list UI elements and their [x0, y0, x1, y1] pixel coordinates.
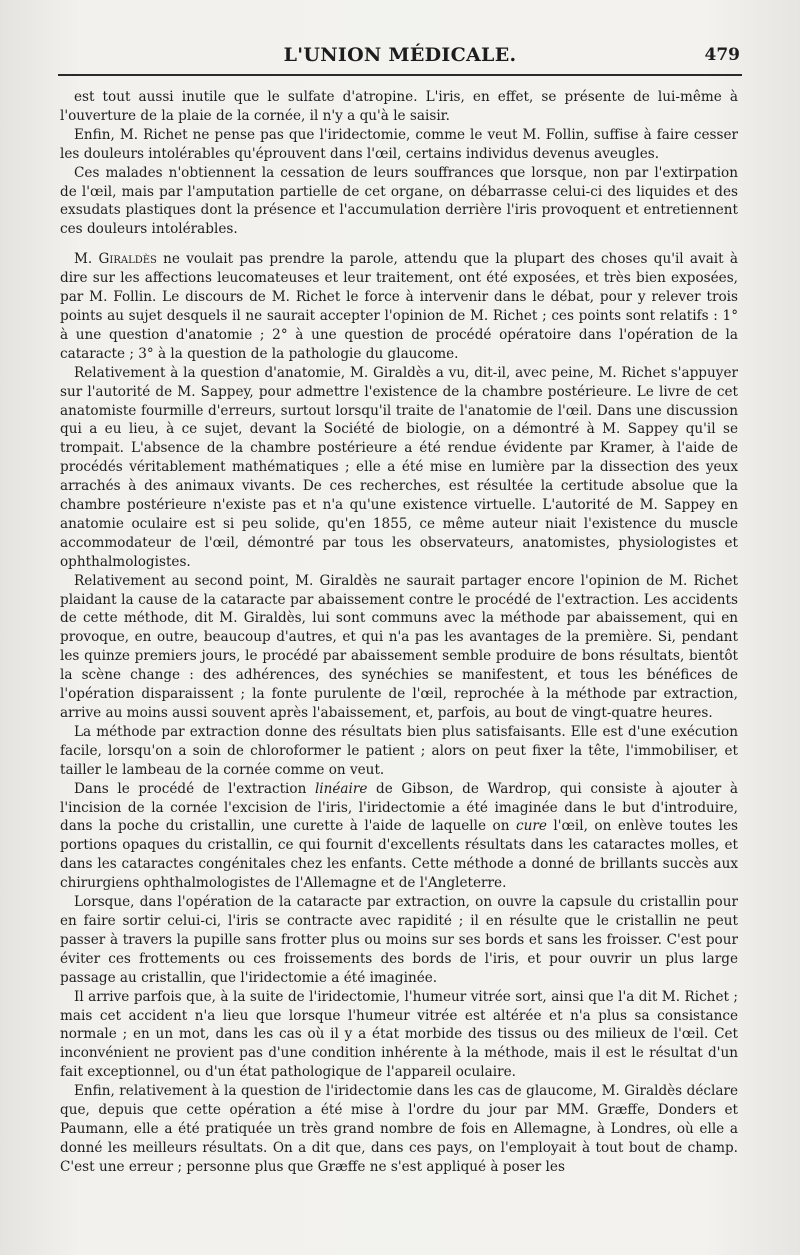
paragraph-4-text: ne voulait pas prendre la parole, attendu que la plupart des choses qu'il avait à dire sur les affections leucomateuses et leur traitement, ont été exposées, et très bien exposées, par M. Follin. Le discours de M. Richet le force à intervenir dans le débat, pour y relever trois points au sujet desquels il ne saurait accepter l'opinion de M. Richet ; ces points sont relatifs : 1° à une question d'anatomie ; 2° à une question de procédé opératoire dans l'opération de la cataracte ; 3° à la question de la pathologie du glaucome.: [60, 251, 738, 362]
paragraph-1: est tout aussi inutile que le sulfate d'atropine. L'iris, en effet, se présente de lui-même à l'ouverture de la plaie de la cornée, il n'y a qu'à le saisir.: [60, 89, 738, 124]
paragraph-10: Il arrive parfois que, à la suite de l'iridectomie, l'humeur vitrée sort, ainsi que l'a dit M. Richet ; mais cet accident n'a lieu que lorsque l'humeur vitrée est altérée et n'a plus sa consistance normale ; en un mot, dans les cas où il y a état morbide des tissus ou des milieux de l'œil. Cet inconvénient ne provient pas d'une condition inhérente à la méthode, mais il est le résultat d'un fait exceptionnel, ou d'un état pathologique de l'appareil oculaire.: [60, 988, 738, 1081]
paragraph-8-part-2: de Gibson, de Wardrop, qui consiste à ajouter à l'incision de la cornée l'excision de l'iris, l'iridectomie a été imaginée dans le but d'introduire, dans la poche du cristallin, une curette à l'aide de laquelle on: [60, 780, 738, 835]
paragraph-8-part-1: Dans le procédé de l'extraction: [74, 780, 315, 797]
paragraph-5: Relativement à la question d'anatomie, M. Giraldès a vu, dit-il, avec peine, M. Richet s'appuyer sur l'autorité de M. Sappey, pour admettre l'existence de la chambre postérieure. Le livre de cet anatomiste fourmille d'erreurs, surtout lorsqu'il traite de l'anatomie de l'œil. Dans une discussion qui a eu lieu, à ce sujet, devant la Société de biologie, on a démontré à M. Sappey qu'il se trompait. L'absence de la chambre postérieure a été rendue évidente par Kramer, à l'aide de procédés véritablement mathématiques ; elle a été mise en lumière par la dissection des yeux arrachés à des animaux vivants. De ces recherches, est résultée la certitude absolue que la chambre postérieure n'existe pas et n'a qu'une existence virtuelle. L'autorité de M. Sappey en anatomie oculaire est si peu solide, qu'en 1855, ce même auteur niait l'existence du muscle accommodateur de l'œil, démontré par tous les observateurs, anatomistes, physiologistes et ophthalmologistes.: [60, 364, 738, 570]
paragraph-4: [60, 250, 738, 363]
page-header: [60, 38, 740, 68]
paragraph-11: Enfin, relativement à la question de l'iridectomie dans les cas de glaucome, M. Giraldès déclare que, depuis que cette opération a été mise à l'ordre du jour par MM. Græffe, Donders et Paumann, elle a été pratiquée un très grand nombre de fois en Allemagne, à Londres, où elle a donné les meilleurs résultats. On a dit que, dans ces pays, on l'employait à tout bout de champ. C'est une erreur ; personne plus que Græffe ne s'est appliqué à poser les: [60, 1083, 738, 1175]
paragraph-9: Lorsque, dans l'opération de la cataracte par extraction, on ouvre la capsule du cristallin pour en faire sortir celui-ci, l'iris se contracte avec rapidité ; il en résulte que le cristallin ne peut passer à travers la pupille sans frotter plus ou moins sur ses bords et sans les froisser. C'est pour éviter ces frottements ou ces froissements des bords de l'iris, et pour ouvrir un plus large passage au cristallin, que l'iridectomie a été imaginée.: [60, 894, 738, 986]
paragraph-3: Ces malades n'obtiennent la cessation de leurs souffrances que lorsque, non par l'extirpation de l'œil, mais par l'amputation partielle de cet organe, on débarrasse celui-ci des liquides et des exsudats plastiques dont la présence et l'accumulation derrière l'iris provoquent et entretiennent ces douleurs intolérables.: [60, 164, 738, 238]
speaker-name: M. Giraldès: [74, 251, 157, 268]
paragraph-6: Relativement au second point, M. Giraldès ne saurait partager encore l'opinion de M. Richet plaidant la cause de la cataracte par abaissement contre le procédé de l'extraction. Les accidents de cette méthode, dit M. Giraldès, lui sont communs avec la méthode par abaissement, qui en provoque, en outre, beaucoup d'autres, et qui n'a pas les avantages de la première. Si, pendant les quinze premiers jours, le procédé par abaissement semble produire de bons résultats, bientôt la scène change : des adhérences, des synéchies se manifestent, et tous les bénéfices de l'opération disparaissent ; la fonte purulente de l'œil, reprochée à la méthode par extraction, arrive au moins aussi souvent après l'abaissement, et, parfois, au bout de vingt-quatre heures.: [60, 572, 738, 721]
running-title: L'UNION MÉDICALE.: [283, 44, 517, 66]
paragraph-8: [60, 780, 738, 893]
paragraph-2: Enfin, M. Richet ne pense pas que l'iridectomie, comme le veut M. Follin, suffise à faire cesser les douleurs intolérables qu'éprouvent dans l'œil, certains individus devenus aveugles.: [60, 126, 738, 162]
paragraph-8-part-3: l'œil, on enlève toutes les portions opaques du cristallin, ce qui fournit d'excellents résultats dans les cataractes molles, et dans les cataractes congénitales chez les enfants. Cette méthode a donné de brillants succès aux chirurgiens ophthalmologistes de l'Allemagne et de l'Angleterre.: [60, 818, 738, 892]
page-number: 479: [704, 45, 740, 65]
paragraph-8-italic-1: linéaire: [314, 780, 368, 797]
header-rule: [58, 74, 742, 76]
paragraph-7: La méthode par extraction donne des résultats bien plus satisfaisants. Elle est d'une exécution facile, lorsqu'on a soin de chloroformer le patient ; alors on peut fixer la tête, l'immobiliser, et tailler le lambeau de la cornée comme on veut.: [60, 723, 738, 778]
article-body: [60, 88, 738, 1177]
paragraph-8-italic-2: cure: [515, 818, 547, 835]
